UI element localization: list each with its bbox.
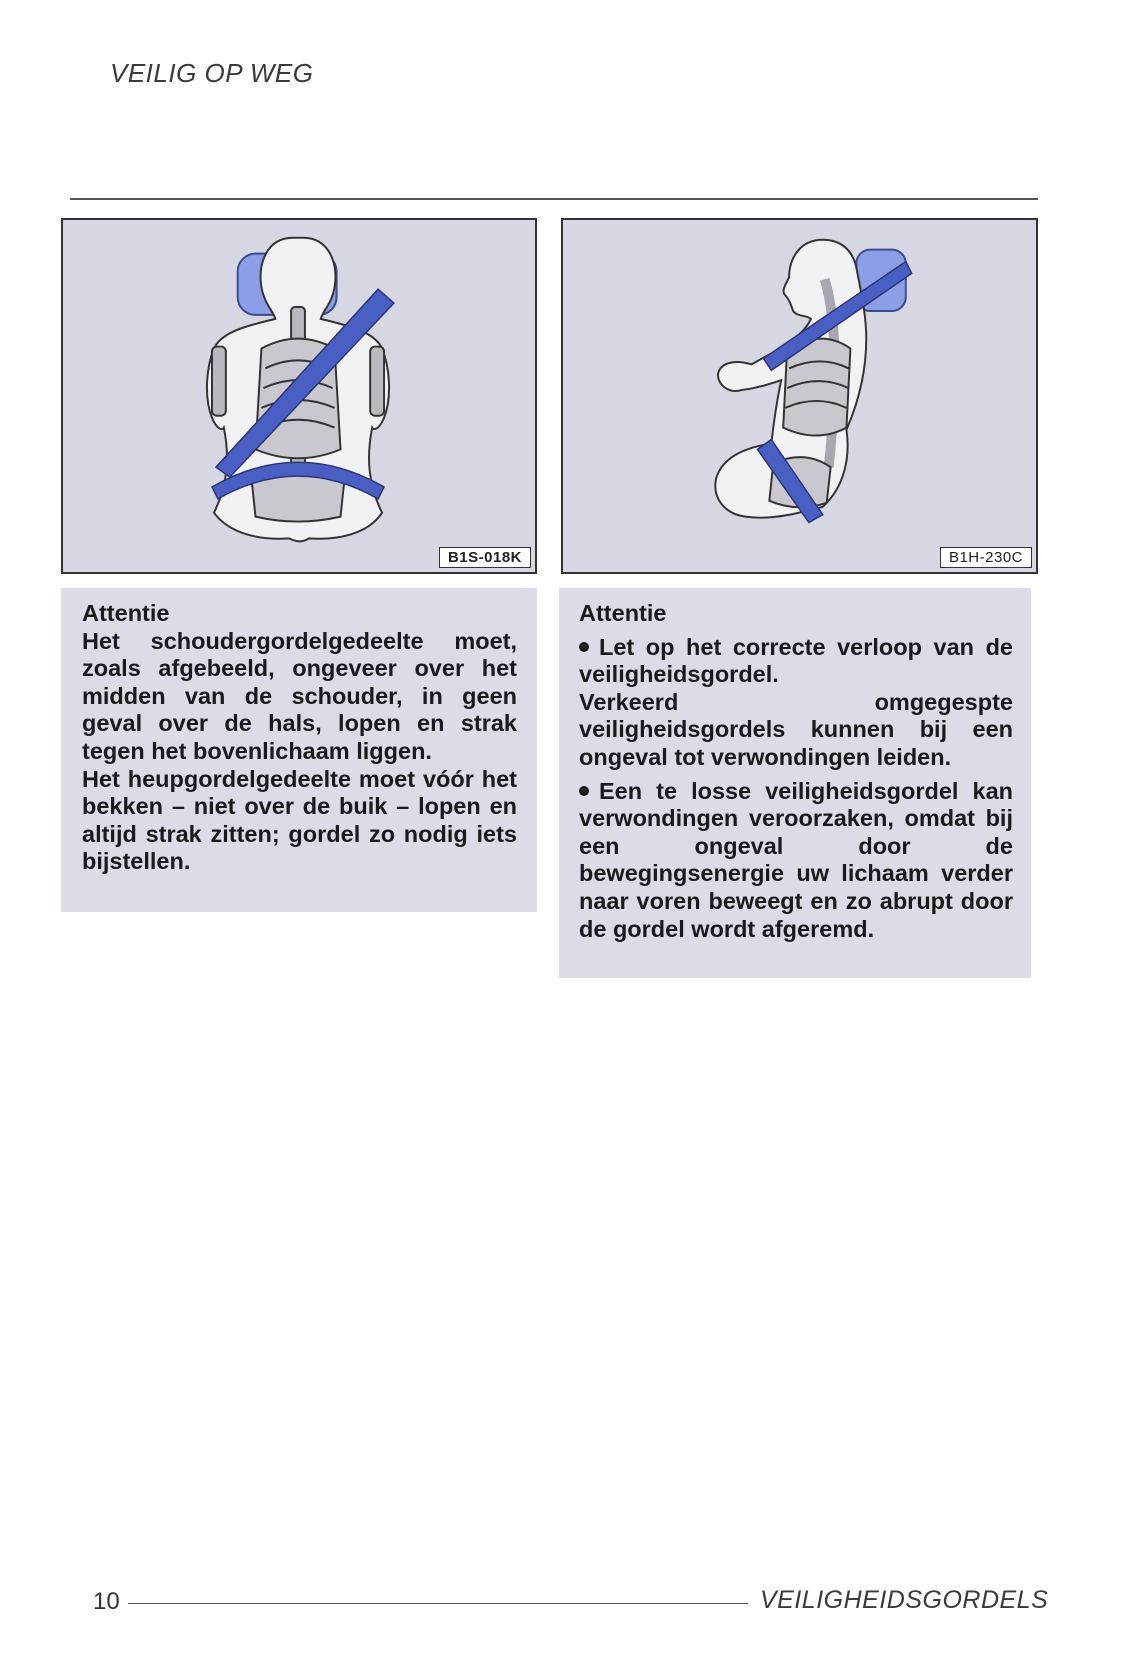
page-number: 10 <box>93 1588 120 1615</box>
figure-front-view <box>61 218 537 574</box>
note-bullet-lead: Let op het correcte verloop van de veiligheidsgordel. <box>579 633 1013 688</box>
attention-note-right <box>559 588 1031 978</box>
seatbelt-side-skeleton-illustration <box>563 220 1036 572</box>
footer-divider <box>128 1603 748 1604</box>
figure-code: B1H-230C <box>940 547 1032 568</box>
figure-side-view <box>561 218 1038 574</box>
bullet-icon <box>579 642 589 652</box>
note-paragraph: Het schoudergordelgedeelte moet, zoals afgebeeld, ongeveer over het midden van de schouder, in geen geval over de hals, lopen en strak tegen het bovenlichaam liggen. <box>82 627 517 764</box>
note-paragraph: Verkeerd omgegespte veiligheidsgordels kunnen bij een ongeval tot verwondingen leiden. <box>579 688 1013 770</box>
bullet-icon <box>579 786 589 796</box>
header-divider <box>70 198 1038 200</box>
section-header: VEILIG OP WEG <box>110 58 314 88</box>
note-bullet <box>579 634 1013 689</box>
note-bullet-lead: Een te losse veiligheidsgordel kan verwondingen veroorzaken, omdat bij een ongeval door de bewegingsenergie uw lichaam verder naar voren beweegt en zo abrupt door de gordel wordt afgeremd. <box>579 777 1013 942</box>
figure-code: B1S-018K <box>439 547 531 568</box>
chapter-title: VEILIGHEIDSGORDELS <box>760 1586 1049 1614</box>
seatbelt-front-skeleton-illustration <box>63 220 535 572</box>
attention-note-left <box>61 588 537 912</box>
note-title: Attentie <box>579 600 667 626</box>
note-bullet <box>579 778 1013 944</box>
note-title: Attentie <box>82 600 170 626</box>
note-paragraph: Het heupgordelgedeelte moet vóór het bekken – niet over de buik – lopen en altijd strak zitten; gordel zo nodig iets bijstellen. <box>82 765 517 875</box>
